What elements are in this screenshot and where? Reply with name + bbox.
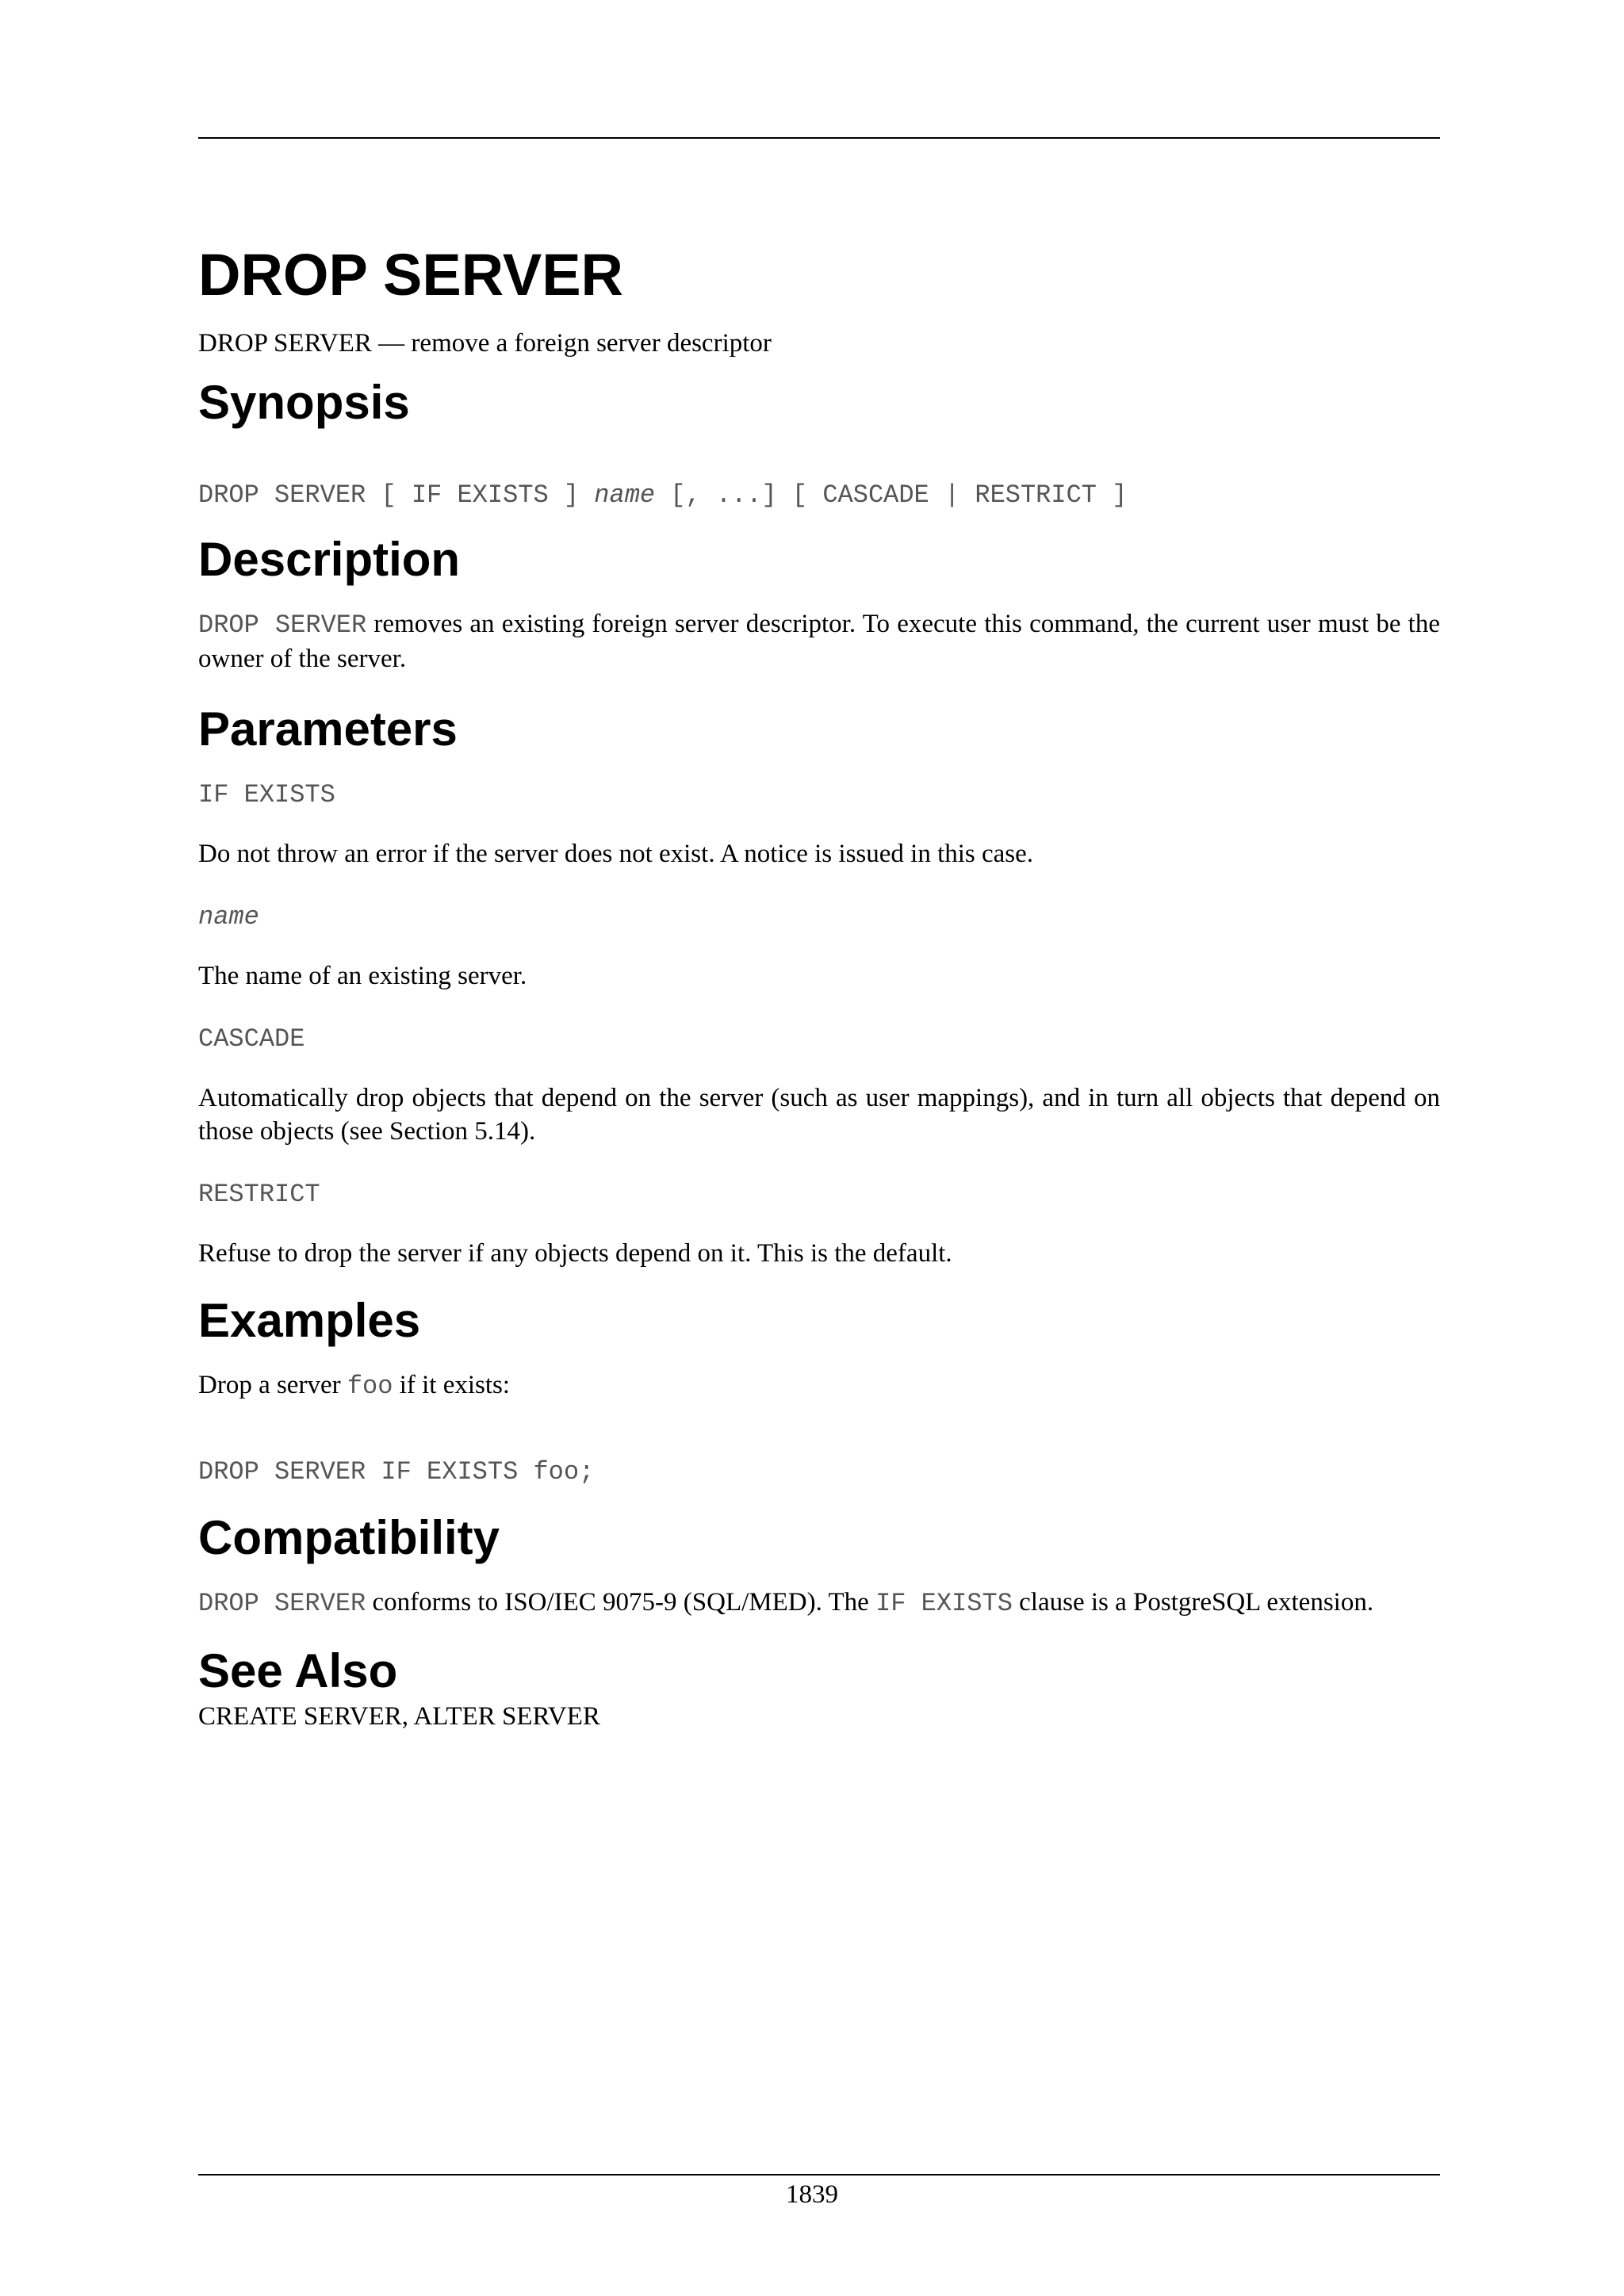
param-term-cascade: CASCADE <box>198 1024 305 1054</box>
synopsis-code-suffix: [, ...] [ CASCADE | RESTRICT ] <box>655 480 1128 510</box>
compatibility-code-1: DROP SERVER <box>198 1589 366 1618</box>
compatibility-text-2: clause is a PostgreSQL extension. <box>1012 1588 1374 1617</box>
compatibility-heading: Compatibility <box>198 1511 500 1564</box>
param-desc-restrict: Refuse to drop the server if any objects depend on it. This is the default. <box>198 1239 952 1268</box>
description-heading: Description <box>198 533 461 586</box>
synopsis-code <box>198 477 1440 512</box>
param-desc-cascade: Automatically drop objects that depend on the server (such as user mappings), and in turn all objects that depend on those objects (see Section 5.14). <box>198 1084 1440 1146</box>
examples-intro-before: Drop a server <box>198 1371 347 1399</box>
synopsis-code-name: name <box>594 480 656 510</box>
description-code: DROP SERVER <box>198 610 367 640</box>
parameters-list <box>198 777 1440 1270</box>
examples-heading: Examples <box>198 1294 421 1347</box>
examples-code: DROP SERVER IF EXISTS foo; <box>198 1457 595 1487</box>
refpurpose: DROP SERVER — remove a foreign server descriptor <box>198 329 772 358</box>
examples-intro-code: foo <box>347 1372 393 1401</box>
see-also-heading: See Also <box>198 1644 398 1697</box>
page-content <box>198 235 1440 1733</box>
compatibility-paragraph <box>198 1586 1440 1621</box>
top-rule <box>198 137 1440 139</box>
param-term-if-exists: IF EXISTS <box>198 780 335 809</box>
description-paragraph <box>198 607 1440 675</box>
examples-intro <box>198 1368 1440 1403</box>
examples-intro-after: if it exists: <box>393 1371 511 1399</box>
bottom-rule <box>198 2174 1440 2175</box>
compatibility-text-1: conforms to ISO/IEC 9075-9 (SQL/MED). The <box>366 1588 876 1617</box>
description-text: removes an existing foreign server descriptor. To execute this command, the current user must be the owner of the server. <box>198 610 1440 673</box>
parameters-heading: Parameters <box>198 702 458 756</box>
param-desc-name: The name of an existing server. <box>198 962 527 990</box>
param-desc-if-exists: Do not throw an error if the server does not exist. A notice is issued in this case. <box>198 840 1034 868</box>
page-title: DROP SERVER <box>198 242 623 308</box>
param-term-restrict: RESTRICT <box>198 1180 320 1209</box>
page-number: 1839 <box>786 2180 838 2209</box>
see-also-text: CREATE SERVER, ALTER SERVER <box>198 1702 600 1731</box>
synopsis-code-prefix: DROP SERVER [ IF EXISTS ] <box>198 480 595 510</box>
compatibility-code-2: IF EXISTS <box>875 1589 1013 1618</box>
param-term-name: name <box>198 902 259 932</box>
synopsis-heading: Synopsis <box>198 376 410 429</box>
